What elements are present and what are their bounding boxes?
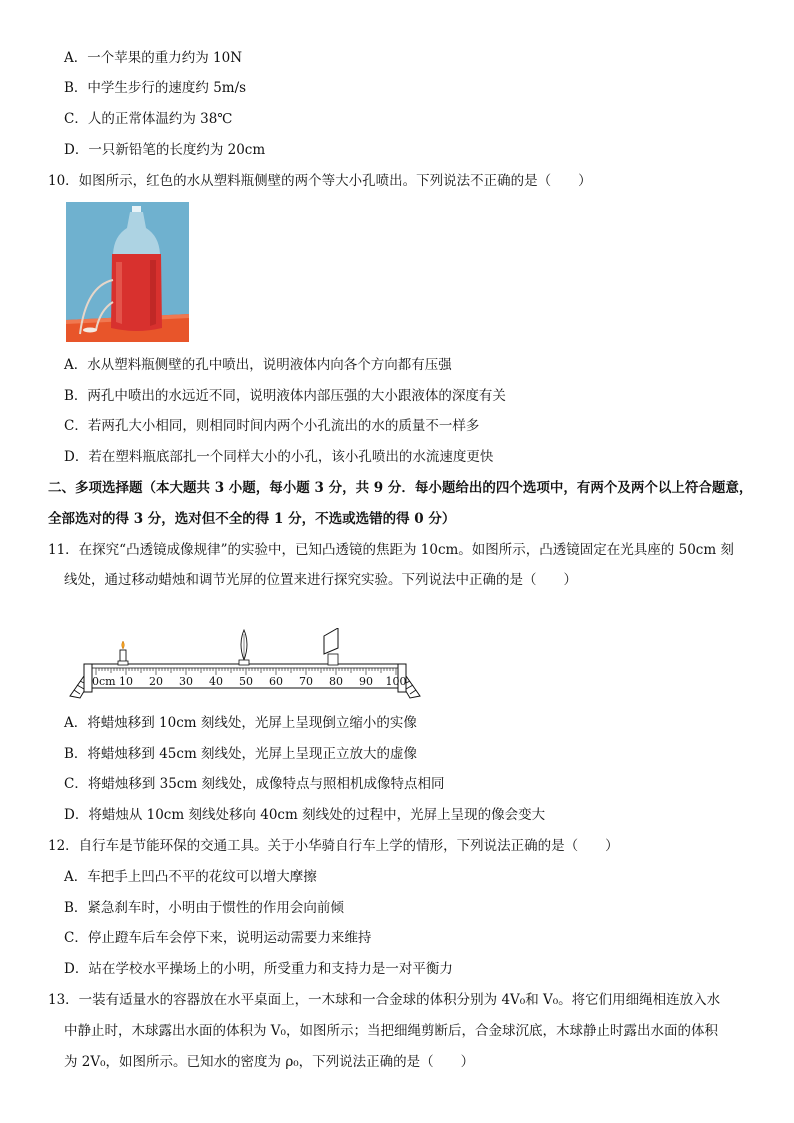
q9-option-c: C．人的正常体温约为 38℃ bbox=[64, 111, 233, 127]
q13-stem-line3: 为 2V₀，如图所示。已知水的密度为 ρ₀，下列说法正确的是（ ） bbox=[64, 1054, 475, 1070]
section2-heading-line1: 二、多项选择题（本大题共 3 小题，每小题 3 分，共 9 分．每小题给出的四个选项中，有两个及两个以上符合题意， bbox=[48, 480, 753, 496]
q11-option-b: B．将蜡烛移到 45cm 刻线处，光屏上呈现正立放大的虚像 bbox=[64, 746, 418, 762]
ruler-label: 20 bbox=[149, 675, 163, 688]
q12-option-b: B．紧急刹车时，小明由于惯性的作用会向前倾 bbox=[64, 900, 344, 916]
q9-option-a: A．一个苹果的重力约为 10N bbox=[64, 50, 243, 66]
q12-option-d: D．站在学校水平操场上的小明，所受重力和支持力是一对平衡力 bbox=[64, 961, 453, 977]
q12-option-a: A．车把手上凹凸不平的花纹可以增大摩擦 bbox=[64, 869, 317, 885]
q12-option-c: C．停止蹬车后车会停下来，说明运动需要力来维持 bbox=[64, 930, 372, 946]
q11-option-a: A．将蜡烛移到 10cm 刻线处，光屏上呈现倒立缩小的实像 bbox=[64, 715, 417, 731]
ruler-label: 50 bbox=[239, 675, 253, 688]
q13-stem-line1: 13．一装有适量水的容器放在水平桌面上，一木球和一合金球的体积分别为 4V₀和 V₀。将它们用细绳相连放入水 bbox=[48, 992, 721, 1008]
q10-option-d: D．若在塑料瓶底部扎一个同样大小的小孔，该小孔喷出的水流速度更快 bbox=[64, 449, 494, 465]
ruler-label: 80 bbox=[329, 675, 343, 688]
q12-stem: 12．自行车是节能环保的交通工具。关于小华骑自行车上学的情形，下列说法正确的是（ ） bbox=[48, 838, 619, 854]
section2-heading-line2: 全部选对的得 3 分，选对但不全的得 1 分，不选或选错的得 0 分） bbox=[48, 511, 456, 527]
candle-icon bbox=[118, 641, 128, 665]
ruler-label: 100 bbox=[385, 675, 407, 688]
ruler-label: 10 bbox=[119, 675, 133, 688]
ruler-label: 0cm bbox=[92, 675, 116, 688]
q11-stem-line2: 线处，通过移动蜡烛和调节光屏的位置来进行探究实验。下列说法中正确的是（ ） bbox=[64, 572, 577, 588]
q11-option-d: D．将蜡烛从 10cm 刻线处移向 40cm 刻线处的过程中，光屏上呈现的像会变大 bbox=[64, 807, 546, 823]
q10-option-b: B．两孔中喷出的水远近不同，说明液体内部压强的大小跟液体的深度有关 bbox=[64, 388, 506, 404]
q10-option-c: C．若两孔大小相同，则相同时间内两个小孔流出的水的质量不一样多 bbox=[64, 418, 480, 434]
q10-stem: 10．如图所示，红色的水从塑料瓶侧壁的两个等大小孔喷出。下列说法不正确的是（ ） bbox=[48, 173, 592, 189]
ruler-label: 30 bbox=[179, 675, 193, 688]
ruler-label: 90 bbox=[359, 675, 373, 688]
q11-option-c: C．将蜡烛移到 35cm 刻线处，成像特点与照相机成像特点相同 bbox=[64, 776, 445, 792]
optical-bench-diagram bbox=[66, 628, 426, 700]
q9-option-d: D．一只新铅笔的长度约为 20cm bbox=[64, 142, 266, 158]
convex-lens-icon bbox=[239, 630, 249, 665]
ruler-label: 60 bbox=[269, 675, 283, 688]
q9-option-b: B．中学生步行的速度约 5m/s bbox=[64, 80, 247, 96]
q13-stem-line2: 中静止时，木球露出水面的体积为 V₀，如图所示；当把细绳剪断后，合金球沉底，木球静止时露出水面的体积 bbox=[64, 1023, 718, 1039]
q11-stem-line1: 11．在探究“凸透镜成像规律”的实验中，已知凸透镜的焦距为 10cm。如图所示，凸透镜固定在光具座的 50cm 刻 bbox=[48, 542, 734, 558]
ruler-label: 70 bbox=[299, 675, 313, 688]
q10-option-a: A．水从塑料瓶侧壁的孔中喷出，说明液体内向各个方向都有压强 bbox=[64, 357, 452, 373]
bottle-water-photo bbox=[66, 202, 189, 342]
light-screen-icon bbox=[324, 628, 338, 665]
ruler-label: 40 bbox=[209, 675, 223, 688]
